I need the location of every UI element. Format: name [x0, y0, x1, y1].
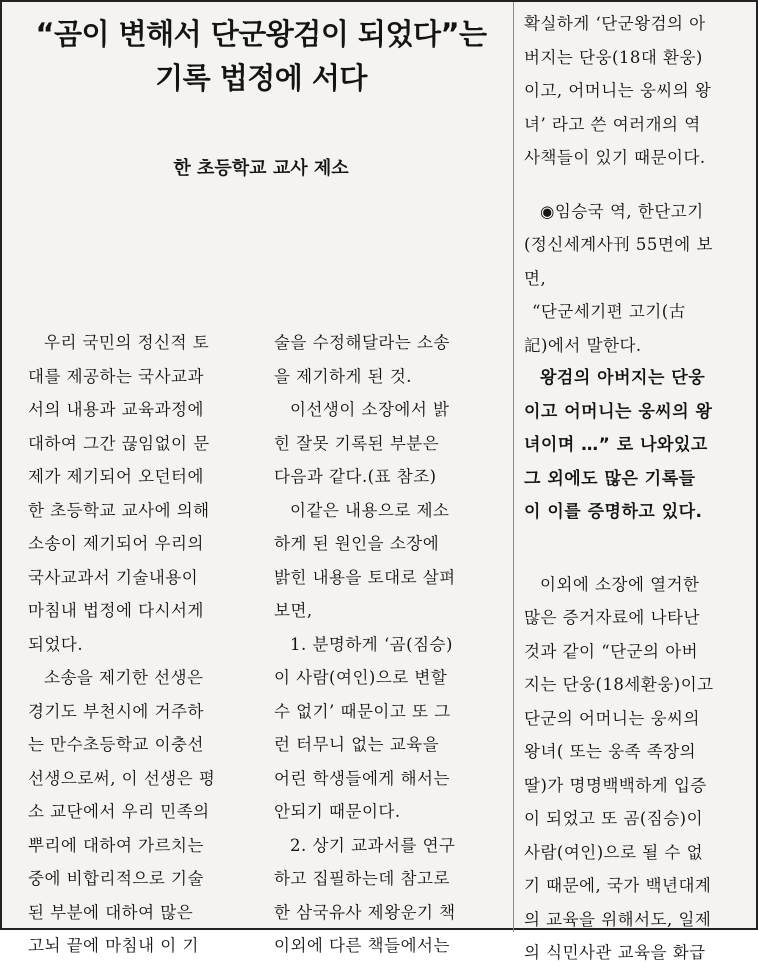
text-line: 밝힌 내용을 토대로 살펴	[274, 567, 456, 587]
text-line: 이 사람(여인)으로 변할	[274, 668, 448, 687]
text-line: 소송을 제기한 선생은	[44, 668, 204, 687]
text-line: 2. 상기 교과서를 연구	[290, 835, 456, 855]
text-line: 고뇌 끝에 마침내 이 기	[28, 936, 199, 955]
headline	[16, 12, 506, 100]
text-line: 이고, 어머니는 웅씨의 왕	[524, 81, 712, 100]
text-line: 우리 국민의 정신적 토	[44, 333, 210, 352]
quote-line: 왕검의 아버지는 단웅	[540, 368, 706, 388]
text-line: 런 터무니 없는 교육을	[274, 735, 440, 754]
text-line: 된 부분에 대하여 많은	[28, 902, 194, 922]
text-line: 경기도 부천시에 거주하	[28, 701, 204, 721]
text-line: 딸)가 명명백백하게 입증	[524, 775, 707, 795]
text-line: 안되기 때문이다.	[274, 802, 401, 821]
text-line: 사람(여인)으로 될 수 없	[524, 842, 704, 862]
text-line: 이외에 다른 책들에서는	[274, 936, 450, 955]
column-divider	[513, 2, 514, 932]
text-line: 사책들이 있기 때문이다.	[524, 148, 706, 167]
headline-line-2: 기록 법정에 서다	[155, 61, 367, 95]
text-line: 하고 집필하는데 참고로	[274, 869, 450, 888]
text-line: 의 식민사관 교육을 화급	[524, 943, 706, 962]
text-line: 술을 수정해달라는 소송	[274, 333, 450, 352]
text-line: 소송이 제기되어 우리의	[28, 534, 204, 553]
quote-line: 이 이를 증명하고 있다.	[524, 502, 703, 522]
text-line: 많은 증거자료에 나타난	[524, 608, 700, 627]
text-line: 대를 제공하는 국사교과	[28, 366, 204, 386]
text-line: 중에 비합리적으로 기술	[28, 869, 204, 888]
text-line: 서의 내용과 교육과정에	[28, 400, 204, 419]
text-line: 1. 분명하게 ‘곰(짐승)	[290, 634, 453, 654]
text-line: 왕녀( 또는 웅족 족장의	[524, 742, 697, 761]
text-line: 을 제기하게 된 것.	[274, 366, 413, 386]
text-line: 한 삼국유사 제왕운기 책	[274, 902, 456, 922]
text-line: 소 교단에서 우리 민족의	[28, 802, 210, 821]
quote-line: 이고 어머니는 웅씨의 왕	[524, 401, 713, 422]
text-line: 녀’ 라고 쓴 여러개의 역	[524, 114, 701, 134]
text-line: 면,	[524, 268, 547, 288]
text-line: 기 때문에, 국가 백년대계	[524, 876, 712, 895]
text-line: 버지는 단웅(18대 환웅)	[524, 47, 703, 67]
text-line: 마침내 법정에 다시서게	[28, 601, 204, 620]
text-line: ◉임승국 역, 한단고기	[540, 201, 704, 221]
quote-line: 그 외에도 많은 기록들	[524, 468, 696, 489]
text-line: 것과 같이 “단군의 아버	[524, 641, 699, 661]
text-line: 이 되었고 또 곰(짐승)이	[524, 809, 704, 828]
quote-line: 녀이며 …” 로 나와있고	[524, 435, 708, 455]
text-line: 이같은 내용으로 제소	[290, 500, 450, 520]
text-line: 어린 학생들에게 해서는	[274, 768, 450, 788]
paragraph-gap	[524, 530, 744, 568]
article-column-2	[274, 326, 502, 963]
headline-line-1: “곰이 변해서 단군왕검이 되었다”는	[35, 17, 487, 51]
text-line: 지는 단웅(18세환웅)이고	[524, 675, 714, 694]
subheadline: 한 초등학교 교사 제소	[173, 158, 349, 179]
text-line: 보면,	[274, 601, 313, 620]
article-column-1	[28, 326, 254, 963]
text-line: 확실하게 ‘단군왕검의 아	[524, 14, 706, 33]
text-line: “단군세기편 고기(古	[532, 302, 686, 321]
text-line: 記)에서 말한다.	[524, 335, 642, 355]
text-line: 는 만수초등학교 이충선	[28, 735, 204, 754]
text-line: 단군의 어머니는 웅씨의	[524, 708, 700, 728]
text-line: 의 교육을 위해서도, 일제	[524, 909, 712, 929]
text-line: 되었다.	[28, 634, 84, 654]
text-line: 힌 잘못 기록된 부분은	[274, 433, 440, 453]
text-line: 뿌리에 대하여 가르치는	[28, 835, 204, 855]
text-line: 대하여 그간 끊임없이 문	[28, 433, 210, 453]
text-line: 국사교과서 기술내용이	[28, 567, 199, 587]
text-line: 다음과 같다.(표 참조)	[274, 467, 437, 486]
text-line: 한 초등학교 교사에 의해	[28, 500, 210, 520]
text-line: 이외에 소장에 열거한	[540, 574, 700, 594]
text-line: 하게 된 원인을 소장에	[274, 534, 440, 553]
text-line: 수 없기’ 때문이고 또 그	[274, 701, 451, 721]
article-column-3	[524, 7, 744, 970]
text-line: 선생으로써, 이 선생은 평	[28, 768, 216, 788]
text-line: (정신세계사刊 55면에 보	[524, 235, 713, 254]
text-line: 이선생이 소장에서 밝	[290, 400, 450, 419]
paragraph-gap	[524, 175, 744, 195]
text-line: 제가 제기되어 오던터에	[28, 467, 204, 486]
